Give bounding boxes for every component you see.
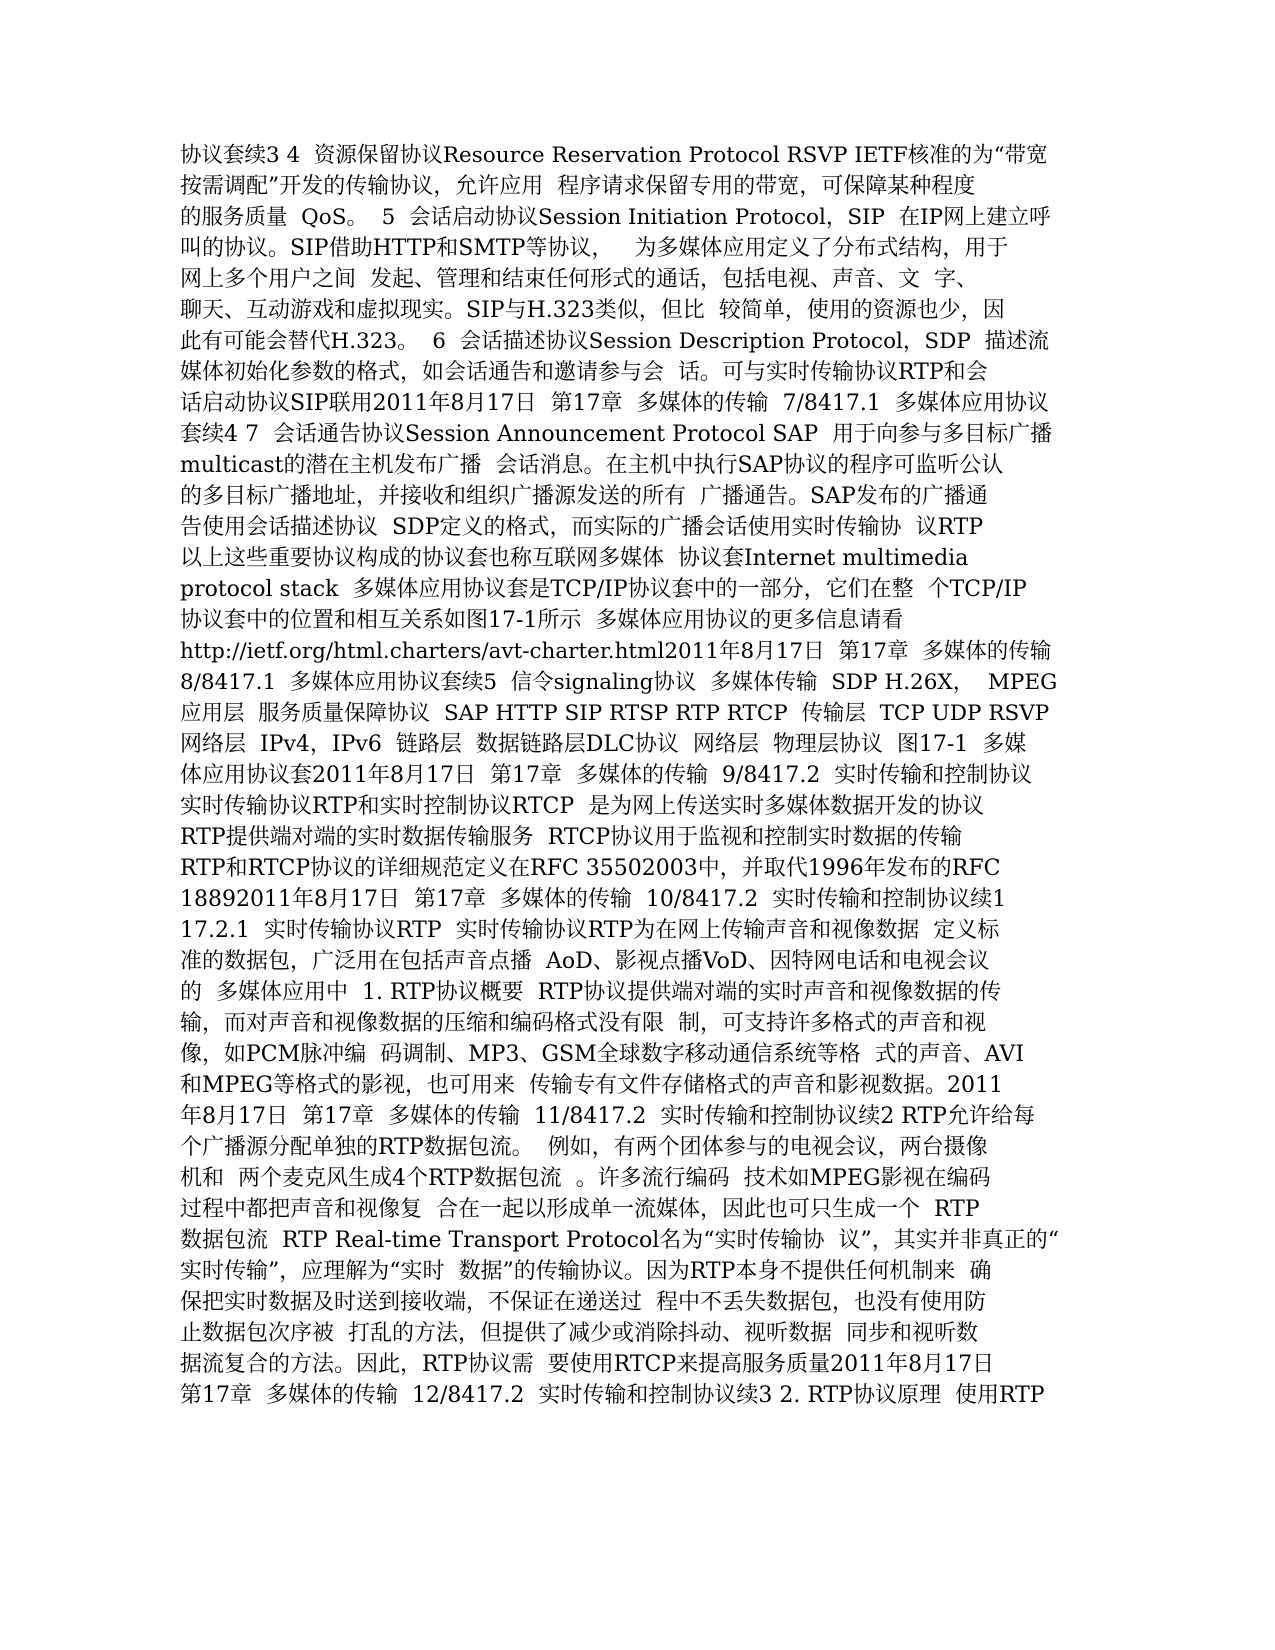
text-line: 保把实时数据及时送到接收端，不保证在递送过 程中不丢失数据包，也没有使用防	[180, 1290, 986, 1315]
text-line: 体应用协议套2011年8月17日 第17章 多媒体的传输 9/8417.2 实时传输和控制协议	[180, 763, 1033, 788]
text-line: 18892011年8月17日 第17章 多媒体的传输 10/8417.2 实时传输和控制协议续1	[180, 887, 1007, 912]
text-line: 套续4 7 会话通告协议Session Announcement Protocol SAP 用于向参与多目标广播	[180, 422, 1053, 447]
text-line: 机和 两个麦克风生成4个RTP数据包流 。许多流行编码 技术如MPEG影视在编码	[180, 1166, 991, 1191]
text-line: 话启动协议SIP联用2011年8月17日 第17章 多媒体的传输 7/8417.1 多媒体应用协议	[180, 391, 1049, 416]
text-line: RTP提供端对端的实时数据传输服务 RTCP协议用于监视和控制实时数据的传输	[180, 825, 963, 850]
text-line: protocol stack 多媒体应用协议套是TCP/IP协议套中的一部分，它们在整 个TCP/IP	[180, 577, 1027, 602]
text-line: 叫的协议。SIP借助HTTP和SMTP等协议， 为多媒体应用定义了分布式结构，用于	[180, 236, 1009, 261]
text-line: 止数据包次序被 打乱的方法，但提供了减少或消除抖动、视听数据 同步和视听数	[180, 1321, 978, 1346]
text-line: 8/8417.1 多媒体应用协议套续5 信令signaling协议 多媒体传输 SDP H.26X， MPEG	[180, 670, 1058, 695]
text-line: 17.2.1 实时传输协议RTP 实时传输协议RTP为在网上传输声音和视像数据 定义标	[180, 918, 1000, 943]
text-line: 协议套续3 4 资源保留协议Resource Reservation Protocol RSVP IETF核准的为“带宽	[180, 143, 1048, 168]
text-line: 应用层 服务质量保障协议 SAP HTTP SIP RTSP RTP RTCP 传输层 TCP UDP RSVP	[180, 701, 1050, 726]
text-line: multicast的潜在主机发布广播 会话消息。在主机中执行SAP协议的程序可监听公认	[180, 453, 1004, 478]
text-line: 过程中都把声音和视像复 合在一起以形成单一流媒体，因此也可只生成一个 RTP	[180, 1197, 980, 1222]
text-line: 以上这些重要协议构成的协议套也称互联网多媒体 协议套Internet multimedia	[180, 546, 969, 571]
text-line: 像，如PCM脉冲编 码调制、MP3、GSM全球数字移动通信系统等格 式的声音、AVI	[180, 1042, 1025, 1067]
text-line: 第17章 多媒体的传输 12/8417.2 实时传输和控制协议续3 2. RTP协议原理 使用RTP	[180, 1383, 1045, 1408]
text-line: 媒体初始化参数的格式，如会话通告和邀请参与会 话。可与实时传输协议RTP和会	[180, 360, 988, 385]
text-line: RTP和RTCP协议的详细规范定义在RFC 35502003中，并取代1996年发布的RFC	[180, 856, 1001, 881]
text-line: 此有可能会替代H.323。 6 会话描述协议Session Description Protocol，SDP 描述流	[180, 329, 1049, 354]
text-line: 的多目标广播地址，并接收和组织广播源发送的所有 广播通告。SAP发布的广播通	[180, 484, 988, 509]
text-line: 网络层 IPv4，IPv6 链路层 数据链路层DLC协议 网络层 物理层协议 图17-1 多媒	[180, 732, 1027, 757]
text-line: 实时传输协议RTP和实时控制协议RTCP 是为网上传送实时多媒体数据开发的协议	[180, 794, 985, 819]
text-line: 按需调配”开发的传输协议，允许应用 程序请求保留专用的带宽，可保障某种程度	[180, 174, 976, 199]
text-line: 和MPEG等格式的影视，也可用来 传输专有文件存储格式的声音和影视数据。2011	[180, 1073, 1003, 1098]
text-line: 实时传输”，应理解为“实时 数据”的传输协议。因为RTP本身不提供任何机制来 确	[180, 1259, 992, 1284]
text-line: 网上多个用户之间 发起、管理和结束任何形式的通话，包括电视、声音、文 字、	[180, 267, 978, 292]
text-line: 协议套中的位置和相互关系如图17-1所示 多媒体应用协议的更多信息请看	[180, 608, 904, 633]
text-line: 个广播源分配单独的RTP数据包流。 例如，有两个团体参与的电视会议，两台摄像	[180, 1135, 988, 1160]
text-line: 聊天、互动游戏和虚拟现实。SIP与H.323类似，但比 较简单，使用的资源也少，因	[180, 298, 1005, 323]
text-line: 输，而对声音和视像数据的压缩和编码格式没有限 制，可支持许多格式的声音和视	[180, 1011, 986, 1036]
text-line: 准的数据包，广泛用在包括声音点播 AoD、影视点播VoD、因特网电话和电视会议	[180, 949, 990, 974]
text-line: 据流复合的方法。因此，RTP协议需 要使用RTCP来提高服务质量2011年8月17日	[180, 1352, 995, 1377]
text-line: 的 多媒体应用中 1. RTP协议概要 RTP协议提供端对端的实时声音和视像数据的传	[180, 980, 1002, 1005]
body-text	[180, 140, 1060, 1411]
text-line: 数据包流 RTP Real-time Transport Protocol名为“实时传输协 议”，其实并非真正的“	[180, 1228, 1059, 1253]
text-line: 年8月17日 第17章 多媒体的传输 11/8417.2 实时传输和控制协议续2 RTP允许给每	[180, 1104, 1035, 1129]
text-line: 告使用会话描述协议 SDP定义的格式，而实际的广播会话使用实时传输协 议RTP	[180, 515, 984, 540]
text-line: http://ietf.org/html.charters/avt-charter.html2011年8月17日 第17章 多媒体的传输	[180, 639, 1052, 664]
text-line: 的服务质量 QoS。 5 会话启动协议Session Initiation Protocol，SIP 在IP网上建立呼	[180, 205, 1051, 230]
